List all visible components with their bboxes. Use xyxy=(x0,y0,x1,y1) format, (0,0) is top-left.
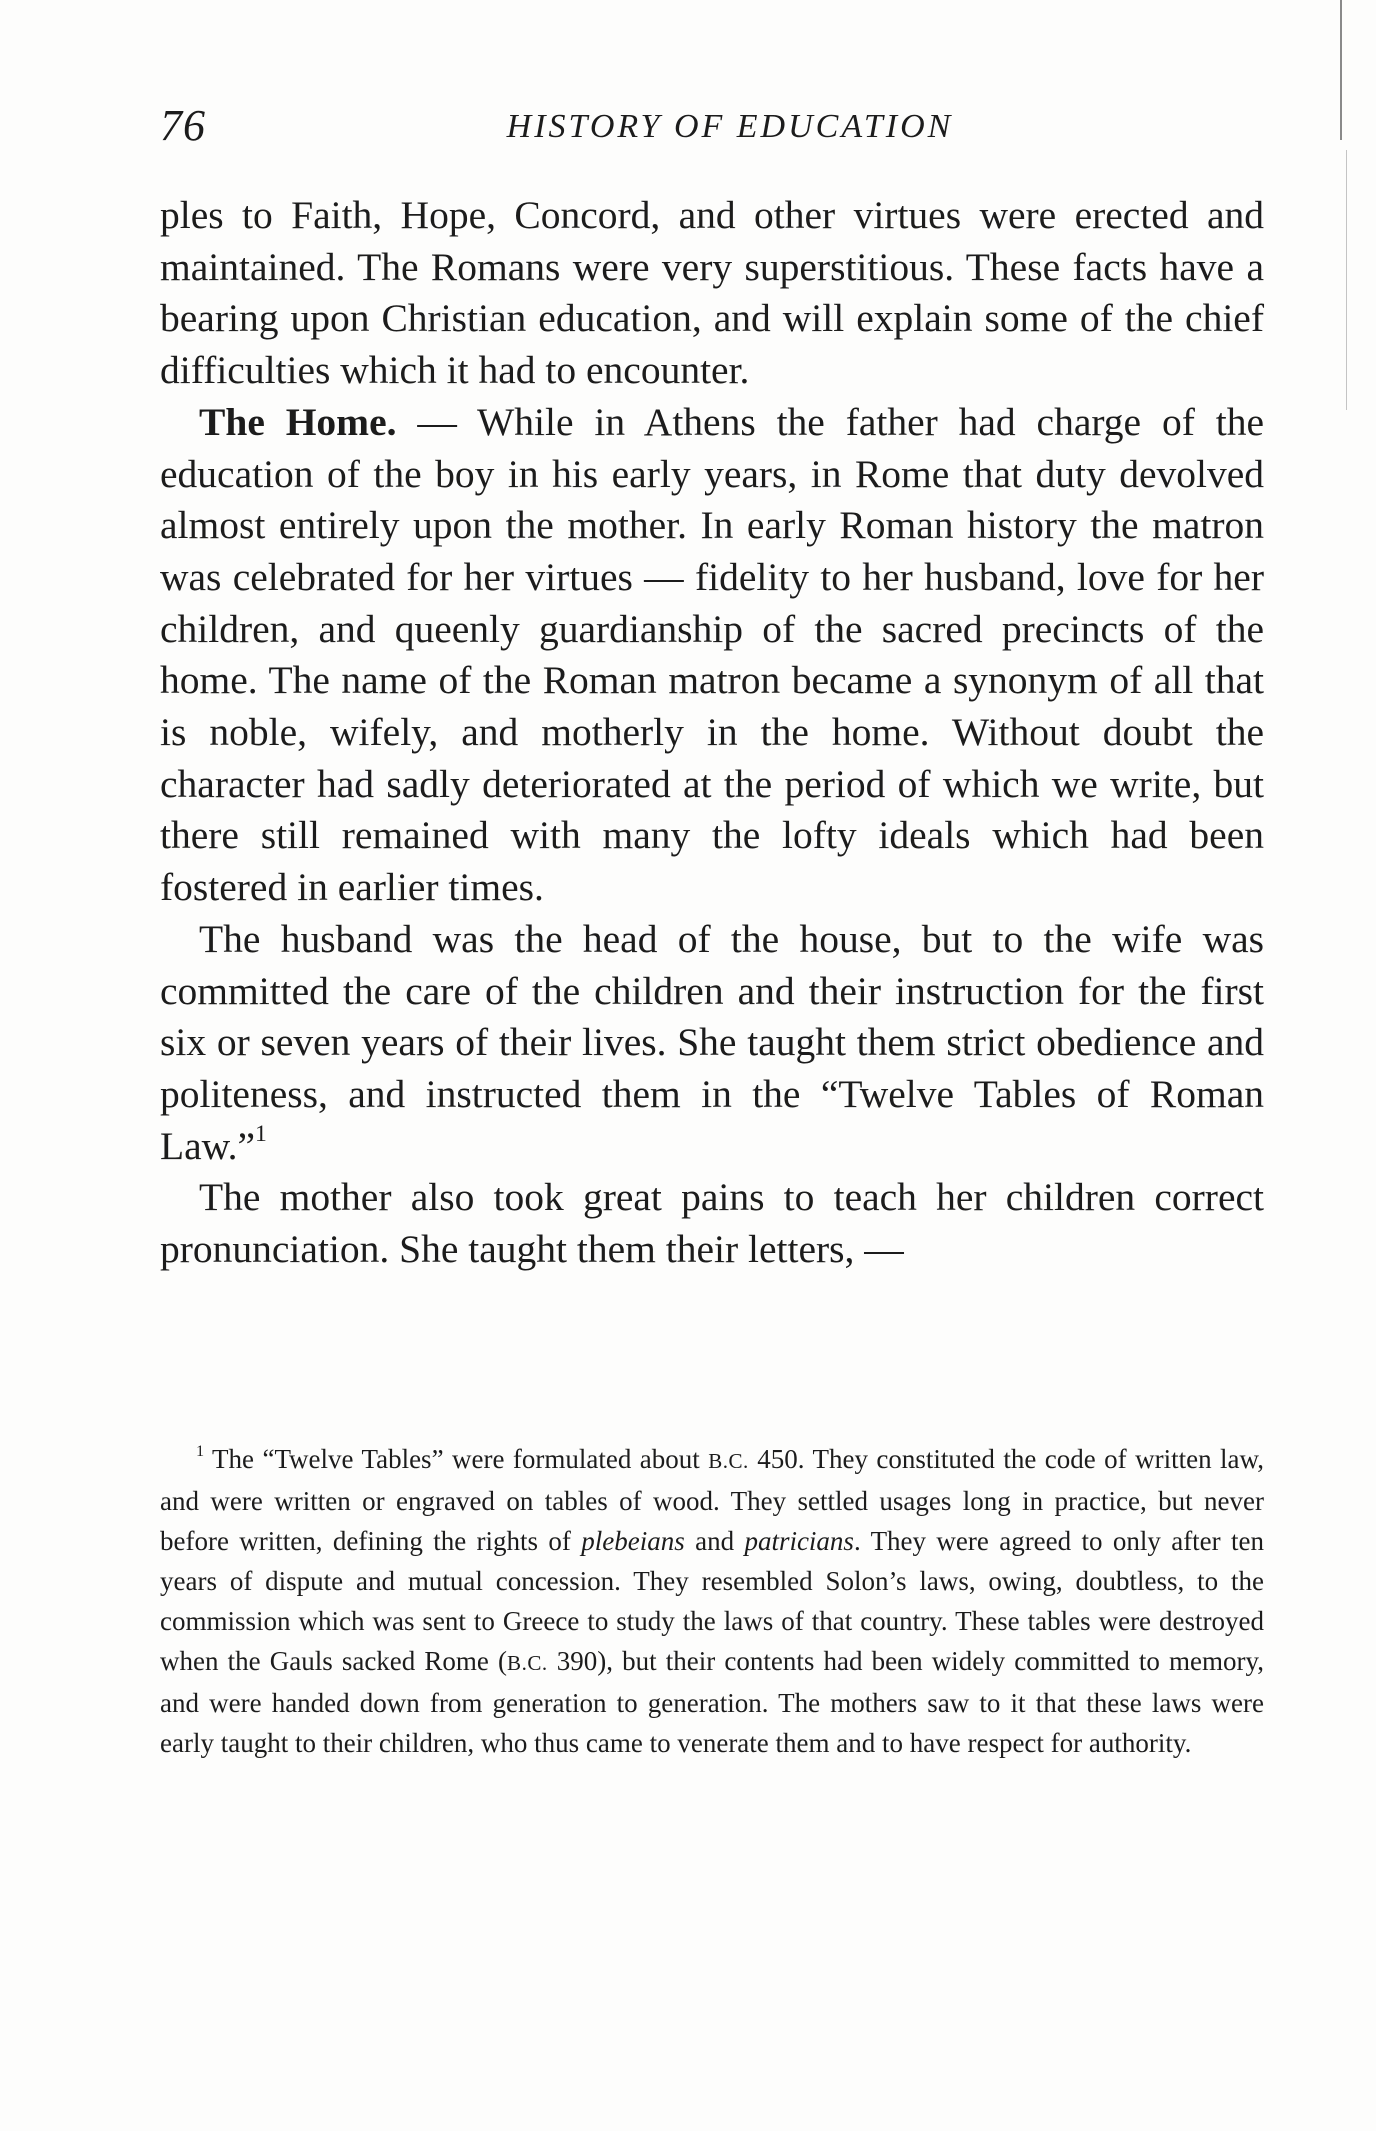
running-title: HISTORY OF EDUCATION xyxy=(506,108,954,145)
footnote-text xyxy=(160,1439,1264,1763)
footnote xyxy=(160,1439,1264,1763)
footnote-marker: 1 xyxy=(196,1441,205,1460)
paragraph-husband xyxy=(160,914,1264,1173)
footnote-term-plebeians: plebeians xyxy=(581,1526,685,1556)
scan-edge-mark xyxy=(1340,0,1342,140)
footnote-reference: 1 xyxy=(255,1120,267,1147)
footnote-term-patricians: patricians xyxy=(744,1526,854,1556)
paragraph-the-home xyxy=(160,397,1264,914)
footnote-segment: 450. They constituted the code of written law, and were written or engraved on tables of wood. They settled usages long in practice, but never before written, defining the rights of xyxy=(160,1444,1264,1556)
footnote-segment: and xyxy=(684,1526,745,1556)
page-number: 76 xyxy=(160,101,206,150)
running-head xyxy=(160,100,1264,160)
section-heading-the-home: The Home. xyxy=(199,399,397,444)
paragraph-husband-text: The husband was the head of the house, but to the wife was committed the care of the children and their instruction for the first six or seven years of their lives. She taught them strict obedience and politeness, and instructed them in the “Twelve Tables of Roman Law.” xyxy=(160,916,1264,1168)
footnote-era-abbrev: B.C. xyxy=(507,1651,548,1675)
paragraph-continued: ples to Faith, Hope, Concord, and other virtues were erected and maintained. The Romans were very superstitious. These facts have a bearing upon Christian education, and will explain some of the chief difficulties which it had to encounter. xyxy=(160,193,1264,393)
paragraph-the-home-text: — While in Athens the father had charge of the education of the boy in his early years, in Rome that duty devolved almost entirely upon the mother. In early Roman history the matron was celebrated for her virtues — fidelity to her husband, love for her children, and queenly guardianship of the sacred precincts of the home. The name of the Roman matron became a synonym of all that is noble, wifely, and motherly in the home. Without doubt the character had sadly deteriorated at the period of which we write, but there still remained with many the lofty ideals which had been fostered in earlier times. xyxy=(160,399,1264,910)
footnote-segment: 390), but their contents had been widely committed to memory, and were handed down from generation to generation. The mothers saw to it that these laws were early taught to their children, who thus came to venerate them and to have respect for authority. xyxy=(160,1646,1265,1758)
scan-edge-mark xyxy=(1346,150,1347,410)
paragraph-mother: The mother also took great pains to teach her children correct pronunciation. She taught them their letters, — xyxy=(160,1175,1264,1272)
footnote-era-abbrev: B.C. xyxy=(708,1449,749,1473)
body-text xyxy=(160,190,1264,1276)
footnote-segment: . They were agreed to only after ten years of dispute and mutual concession. They resembled Solon’s laws, owing, doubtless, to the commission which was sent to Greece to study the laws of that country. These tables were destroyed when the Gauls sacked Rome ( xyxy=(160,1526,1264,1676)
footnote-segment: The “Twelve Tables” were formulated about xyxy=(204,1444,709,1474)
